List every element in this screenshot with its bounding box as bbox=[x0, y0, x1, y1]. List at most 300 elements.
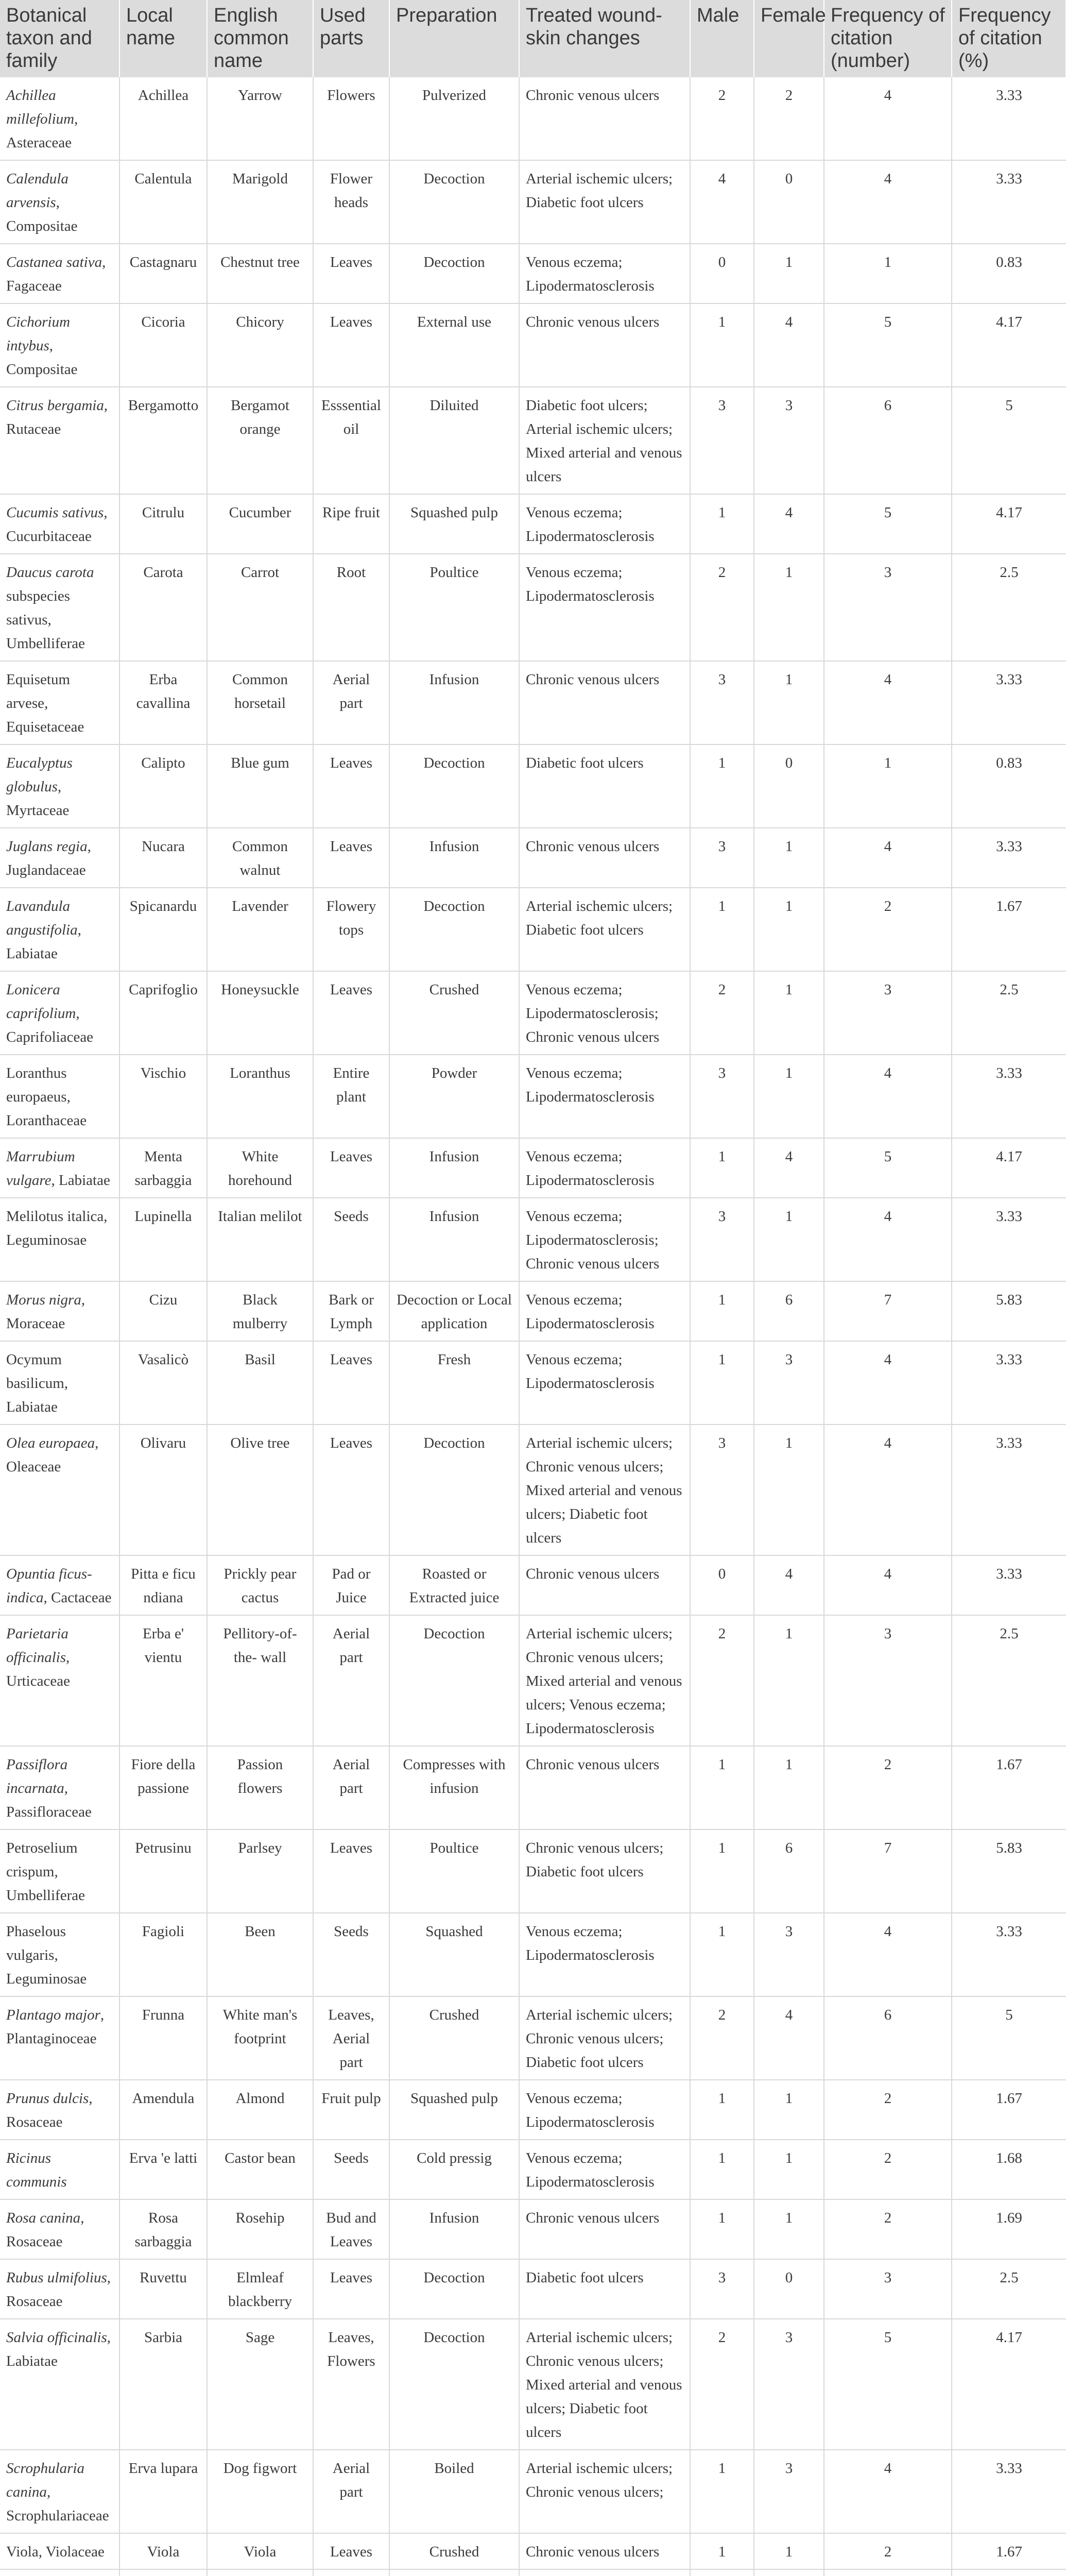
table-row bbox=[0, 744, 1066, 828]
english-name-cell: Prickly pear cactus bbox=[207, 1555, 313, 1615]
used-parts-cell: Leaves bbox=[313, 828, 389, 888]
treated-changes-cell: Chronic venous ulcers bbox=[519, 77, 690, 160]
frequency-percent-cell: 3.33 bbox=[952, 1425, 1066, 1555]
treated-changes-cell: Diabetic foot ulcers; Arterial ischemic ulcers; Mixed arterial and venous ulcers bbox=[519, 387, 690, 494]
table-row bbox=[0, 661, 1066, 744]
taxon-name: Rosa canina bbox=[6, 2210, 81, 2226]
taxon-name: Castanea sativa bbox=[6, 254, 102, 270]
frequency-number-cell: 5 bbox=[824, 494, 952, 554]
local-name-cell: Cizu bbox=[119, 1281, 207, 1341]
female-count-cell: 1 bbox=[754, 1425, 824, 1555]
frequency-number-cell: 1 bbox=[824, 244, 952, 303]
english-name-cell: Bergamot orange bbox=[207, 387, 313, 494]
used-parts-cell: Seeds bbox=[313, 2140, 389, 2199]
male-count-cell: 1 bbox=[690, 1281, 754, 1341]
male-count-cell: 3 bbox=[690, 828, 754, 888]
preparation-cell: Powder bbox=[389, 1055, 519, 1138]
local-name-cell: Citrulu bbox=[119, 494, 207, 554]
used-parts-cell: Leaves bbox=[313, 1341, 389, 1425]
col-local-name-header: Local name bbox=[119, 0, 207, 77]
treated-changes-cell: Arterial ischemic ulcers; Chronic venous ulcers; bbox=[519, 2450, 690, 2533]
treated-changes-cell: Diabetic foot ulcers bbox=[519, 2259, 690, 2319]
table-row bbox=[0, 828, 1066, 888]
col-freq-percent-header: Frequency of citation (%) bbox=[952, 0, 1066, 77]
male-count-cell: 3 bbox=[690, 2259, 754, 2319]
frequency-number-cell bbox=[824, 2569, 952, 2576]
table-row bbox=[0, 1281, 1066, 1341]
table-row bbox=[0, 2080, 1066, 2140]
english-name-cell: White horehound bbox=[207, 1138, 313, 1198]
frequency-number-cell: 2 bbox=[824, 2533, 952, 2569]
treated-changes-cell: Venous eczema; Lipodermatosclerosis bbox=[519, 1913, 690, 1996]
taxon-cell bbox=[0, 554, 119, 661]
taxon-separator: , bbox=[100, 2007, 105, 2023]
taxon-cell bbox=[0, 888, 119, 971]
local-name-cell: Olivaru bbox=[119, 1425, 207, 1555]
taxon-cell bbox=[0, 2569, 119, 2576]
female-count-cell: 4 bbox=[754, 494, 824, 554]
female-count-cell: 4 bbox=[754, 1996, 824, 2080]
local-name-cell: Calipto bbox=[119, 744, 207, 828]
female-count-cell: 1 bbox=[754, 1746, 824, 1829]
used-parts-cell: Leaves bbox=[313, 1138, 389, 1198]
table-row bbox=[0, 77, 1066, 160]
table-row bbox=[0, 1055, 1066, 1138]
family-name: Rutaceae bbox=[6, 421, 61, 437]
family-name: Rosaceae bbox=[6, 2114, 63, 2130]
family-name: Labiatae bbox=[6, 1399, 58, 1415]
female-count-cell: 0 bbox=[754, 160, 824, 244]
preparation-cell: Infusion bbox=[389, 828, 519, 888]
table-row bbox=[0, 1138, 1066, 1198]
female-count-cell: 1 bbox=[754, 971, 824, 1055]
taxon-name: Passiflora incarnata bbox=[6, 1756, 68, 1797]
frequency-percent-cell: 0.83 bbox=[952, 744, 1066, 828]
taxon-name: Marrubium vulgare bbox=[6, 1148, 75, 1189]
frequency-number-cell: 7 bbox=[824, 1281, 952, 1341]
female-count-cell: 6 bbox=[754, 1281, 824, 1341]
preparation-cell: Infusion bbox=[389, 2199, 519, 2259]
frequency-percent-cell: 1.67 bbox=[952, 2080, 1066, 2140]
taxon-separator: , bbox=[64, 1375, 68, 1392]
local-name-cell: Carota bbox=[119, 554, 207, 661]
taxon-name: Citrus bergamia bbox=[6, 397, 104, 414]
used-parts-cell: Ripe fruit bbox=[313, 494, 389, 554]
treated-changes-cell: Chronic venous ulcers bbox=[519, 2533, 690, 2569]
taxon-cell bbox=[0, 2450, 119, 2533]
english-name-cell: Elmleaf blackberry bbox=[207, 2259, 313, 2319]
english-name-cell: White man's footprint bbox=[207, 1996, 313, 2080]
frequency-percent-cell: 1.67 bbox=[952, 1746, 1066, 1829]
frequency-percent-cell: 0.83 bbox=[952, 244, 1066, 303]
english-name-cell: Blue gum bbox=[207, 744, 313, 828]
taxon-cell bbox=[0, 828, 119, 888]
male-count-cell: 3 bbox=[690, 1198, 754, 1281]
table-row bbox=[0, 888, 1066, 971]
local-name-cell: Bergamotto bbox=[119, 387, 207, 494]
english-name-cell: Passion flowers bbox=[207, 1746, 313, 1829]
preparation-cell: Decoction bbox=[389, 2259, 519, 2319]
taxon-cell bbox=[0, 2199, 119, 2259]
male-count-cell: 0 bbox=[690, 1555, 754, 1615]
local-name-cell: Frunna bbox=[119, 1996, 207, 2080]
frequency-number-cell: 2 bbox=[824, 2080, 952, 2140]
female-count-cell: 4 bbox=[754, 303, 824, 387]
family-name: Plantaginoceae bbox=[6, 2030, 97, 2047]
taxon-separator: , bbox=[66, 1649, 70, 1666]
male-count-cell: 1 bbox=[690, 1829, 754, 1913]
frequency-percent-cell: 3.33 bbox=[952, 1913, 1066, 1996]
english-name-cell: Lavender bbox=[207, 888, 313, 971]
table-row bbox=[0, 1341, 1066, 1425]
preparation-cell: Fresh bbox=[389, 1341, 519, 1425]
table-row bbox=[0, 303, 1066, 387]
local-name-cell: Pitta e ficu ndiana bbox=[119, 1555, 207, 1615]
preparation-cell: Decoction bbox=[389, 244, 519, 303]
male-count-cell: 2 bbox=[690, 554, 754, 661]
frequency-number-cell: 4 bbox=[824, 1555, 952, 1615]
family-name: Cucurbitaceae bbox=[6, 528, 92, 545]
taxon-cell bbox=[0, 1829, 119, 1913]
taxon-separator: , bbox=[46, 2484, 51, 2500]
taxon-separator: , bbox=[107, 2329, 111, 2346]
taxon-separator: , bbox=[89, 2090, 93, 2107]
treated-changes-cell: Chronic venous ulcers bbox=[519, 2199, 690, 2259]
frequency-percent-cell: 3.33 bbox=[952, 2450, 1066, 2533]
english-name-cell: Olive tree bbox=[207, 1425, 313, 1555]
male-count-cell: 1 bbox=[690, 2533, 754, 2569]
taxon-name: Melilotus italica bbox=[6, 1208, 104, 1225]
treated-changes-cell bbox=[519, 2569, 690, 2576]
frequency-number-cell: 4 bbox=[824, 1425, 952, 1555]
frequency-percent-cell: 1.68 bbox=[952, 2140, 1066, 2199]
preparation-cell: Decoction bbox=[389, 2319, 519, 2450]
family-name: Leguminosae bbox=[6, 1232, 87, 1248]
family-name: Compositae bbox=[6, 218, 78, 234]
used-parts-cell: Fruit pulp bbox=[313, 2080, 389, 2140]
taxon-cell bbox=[0, 303, 119, 387]
table-row bbox=[0, 1555, 1066, 1615]
col-used-parts-header: Used parts bbox=[313, 0, 389, 77]
preparation-cell: Squashed pulp bbox=[389, 2080, 519, 2140]
taxon-name: Rubus ulmifolius bbox=[6, 2269, 107, 2286]
female-count-cell: 1 bbox=[754, 888, 824, 971]
preparation-cell: Infusion bbox=[389, 1138, 519, 1198]
used-parts-cell: Leaves bbox=[313, 1829, 389, 1913]
male-count-cell: 1 bbox=[690, 2140, 754, 2199]
local-name-cell bbox=[119, 2569, 207, 2576]
english-name-cell: Cucumber bbox=[207, 494, 313, 554]
female-count-cell: 1 bbox=[754, 2140, 824, 2199]
frequency-number-cell: 4 bbox=[824, 1198, 952, 1281]
frequency-number-cell: 4 bbox=[824, 828, 952, 888]
used-parts-cell: Leaves bbox=[313, 2533, 389, 2569]
local-name-cell: Vischio bbox=[119, 1055, 207, 1138]
local-name-cell: Petrusinu bbox=[119, 1829, 207, 1913]
english-name-cell: Common walnut bbox=[207, 828, 313, 888]
family-name: Umbelliferae bbox=[6, 1887, 85, 1904]
taxon-separator: , bbox=[104, 504, 108, 521]
taxon-separator: , bbox=[104, 1208, 108, 1225]
local-name-cell: Sarbia bbox=[119, 2319, 207, 2450]
treated-changes-cell: Arterial ischemic ulcers; Chronic venous ulcers; Mixed arterial and venous ulcers; Diabetic foot ulcers bbox=[519, 1425, 690, 1555]
english-name-cell: Sage bbox=[207, 2319, 313, 2450]
english-name-cell: Italian melilot bbox=[207, 1198, 313, 1281]
used-parts-cell: Leaves bbox=[313, 744, 389, 828]
local-name-cell: Lupinella bbox=[119, 1198, 207, 1281]
taxon-name: Phaselous vulgaris bbox=[6, 1923, 66, 1963]
frequency-percent-cell: 5.83 bbox=[952, 1829, 1066, 1913]
taxon-name: Olea europaea bbox=[6, 1435, 95, 1451]
family-name: Rosaceae bbox=[6, 2233, 63, 2250]
frequency-number-cell: 5 bbox=[824, 303, 952, 387]
taxon-cell bbox=[0, 2259, 119, 2319]
taxon-separator: , bbox=[54, 1947, 58, 1963]
used-parts-cell: Flower heads bbox=[313, 160, 389, 244]
male-count-cell: 3 bbox=[690, 1425, 754, 1555]
taxon-separator: , bbox=[38, 2544, 46, 2560]
family-name: Equisetaceae bbox=[6, 719, 84, 735]
taxon-cell bbox=[0, 1913, 119, 1996]
treated-changes-cell: Venous eczema; Lipodermatosclerosis bbox=[519, 1281, 690, 1341]
used-parts-cell: Bud and Leaves bbox=[313, 2199, 389, 2259]
used-parts-cell: Leaves bbox=[313, 2259, 389, 2319]
female-count-cell: 1 bbox=[754, 2533, 824, 2569]
frequency-percent-cell: 2.5 bbox=[952, 2259, 1066, 2319]
preparation-cell: External use bbox=[389, 303, 519, 387]
table-row bbox=[0, 1829, 1066, 1913]
male-count-cell: 3 bbox=[690, 661, 754, 744]
preparation-cell: Poultice bbox=[389, 554, 519, 661]
female-count-cell: 2 bbox=[754, 77, 824, 160]
preparation-cell: Diluited bbox=[389, 387, 519, 494]
male-count-cell: 2 bbox=[690, 1615, 754, 1746]
family-name: Compositae bbox=[6, 361, 78, 378]
taxon-cell bbox=[0, 1055, 119, 1138]
family-name: Fagaceae bbox=[6, 278, 62, 294]
english-name-cell: Been bbox=[207, 1913, 313, 1996]
female-count-cell: 1 bbox=[754, 1055, 824, 1138]
preparation-cell: Crushed bbox=[389, 971, 519, 1055]
female-count-cell: 1 bbox=[754, 2080, 824, 2140]
used-parts-cell: Aerial part bbox=[313, 1615, 389, 1746]
taxon-name: Plantago major bbox=[6, 2007, 100, 2023]
male-count-cell: 1 bbox=[690, 494, 754, 554]
english-name-cell: Dog figwort bbox=[207, 2450, 313, 2533]
treated-changes-cell: Venous eczema; Lipodermatosclerosis bbox=[519, 494, 690, 554]
frequency-number-cell: 4 bbox=[824, 77, 952, 160]
preparation-cell: Cold pressig bbox=[389, 2140, 519, 2199]
taxon-separator: , bbox=[51, 1172, 59, 1189]
frequency-number-cell: 3 bbox=[824, 554, 952, 661]
female-count-cell bbox=[754, 2569, 824, 2576]
english-name-cell: Parlsey bbox=[207, 1829, 313, 1913]
male-count-cell: 1 bbox=[690, 1913, 754, 1996]
female-count-cell: 1 bbox=[754, 1198, 824, 1281]
local-name-cell: Vasalicò bbox=[119, 1341, 207, 1425]
female-count-cell: 1 bbox=[754, 244, 824, 303]
male-count-cell: 3 bbox=[690, 387, 754, 494]
english-name-cell: Rosehip bbox=[207, 2199, 313, 2259]
taxon-cell bbox=[0, 494, 119, 554]
male-count-cell: 4 bbox=[690, 160, 754, 244]
taxon-name: Prunus dulcis bbox=[6, 2090, 89, 2107]
english-name-cell: Yarrow bbox=[207, 77, 313, 160]
treated-changes-cell: Venous eczema; Lipodermatosclerosis; Chronic venous ulcers bbox=[519, 971, 690, 1055]
used-parts-cell: Aerial part bbox=[313, 661, 389, 744]
male-count-cell: 1 bbox=[690, 2199, 754, 2259]
table-row bbox=[0, 1996, 1066, 2080]
english-name-cell: Black mulberry bbox=[207, 1281, 313, 1341]
taxon-cell bbox=[0, 1996, 119, 2080]
used-parts-cell: Seeds bbox=[313, 1913, 389, 1996]
preparation-cell: Decoction bbox=[389, 888, 519, 971]
treated-changes-cell: Arterial ischemic ulcers; Diabetic foot ulcers bbox=[519, 888, 690, 971]
treated-changes-cell: Venous eczema; Lipodermatosclerosis bbox=[519, 554, 690, 661]
female-count-cell: 1 bbox=[754, 1615, 824, 1746]
preparation-cell bbox=[389, 2569, 519, 2576]
english-name-cell: Marigold bbox=[207, 160, 313, 244]
local-name-cell: Erba cavallina bbox=[119, 661, 207, 744]
used-parts-cell: Pad or Juice bbox=[313, 1555, 389, 1615]
taxon-name: Morus nigra bbox=[6, 1292, 81, 1308]
local-name-cell: Viola bbox=[119, 2533, 207, 2569]
female-count-cell: 1 bbox=[754, 554, 824, 661]
local-name-cell: Rosa sarbaggia bbox=[119, 2199, 207, 2259]
english-name-cell: Viola bbox=[207, 2533, 313, 2569]
treated-changes-cell: Venous eczema; Lipodermatosclerosis bbox=[519, 1138, 690, 1198]
preparation-cell: Poultice bbox=[389, 1829, 519, 1913]
english-name-cell: Loranthus bbox=[207, 1055, 313, 1138]
family-name: Violaceae bbox=[45, 2544, 105, 2560]
taxon-separator: , bbox=[49, 337, 54, 354]
frequency-percent-cell: 2.5 bbox=[952, 1615, 1066, 1746]
frequency-percent-cell: 3.33 bbox=[952, 77, 1066, 160]
preparation-cell: Decoction or Local application bbox=[389, 1281, 519, 1341]
frequency-number-cell: 5 bbox=[824, 2319, 952, 2450]
frequency-number-cell: 4 bbox=[824, 1055, 952, 1138]
preparation-cell: Decoction bbox=[389, 1425, 519, 1555]
table-row bbox=[0, 1425, 1066, 1555]
frequency-percent-cell: 4.17 bbox=[952, 303, 1066, 387]
female-count-cell: 3 bbox=[754, 387, 824, 494]
english-name-cell: Pellitory-of-the- wall bbox=[207, 1615, 313, 1746]
preparation-cell: Decoction bbox=[389, 744, 519, 828]
table-row bbox=[0, 971, 1066, 1055]
frequency-number-cell: 3 bbox=[824, 2259, 952, 2319]
frequency-percent-cell: 1.67 bbox=[952, 2533, 1066, 2569]
taxon-separator: , bbox=[77, 922, 81, 938]
preparation-cell: Decoction bbox=[389, 1615, 519, 1746]
local-name-cell: Castagnaru bbox=[119, 244, 207, 303]
preparation-cell: Crushed bbox=[389, 2533, 519, 2569]
preparation-cell: Pulverized bbox=[389, 77, 519, 160]
taxon-separator: , bbox=[74, 111, 78, 127]
taxon-cell bbox=[0, 1555, 119, 1615]
taxon-cell bbox=[0, 2533, 119, 2569]
taxon-cell bbox=[0, 1281, 119, 1341]
female-count-cell: 1 bbox=[754, 828, 824, 888]
table-row bbox=[0, 1913, 1066, 1996]
table-row bbox=[0, 387, 1066, 494]
table-row bbox=[0, 2199, 1066, 2259]
preparation-cell: Decoction bbox=[389, 160, 519, 244]
col-english-name-header: English common name bbox=[207, 0, 313, 77]
frequency-percent-cell: 5 bbox=[952, 387, 1066, 494]
taxon-name: Juglans regia bbox=[6, 838, 88, 855]
taxon-name: Cucumis sativus bbox=[6, 504, 104, 521]
frequency-percent-cell bbox=[952, 2569, 1066, 2576]
frequency-percent-cell: 4.17 bbox=[952, 494, 1066, 554]
male-count-cell: 2 bbox=[690, 1996, 754, 2080]
frequency-number-cell: 7 bbox=[824, 1829, 952, 1913]
used-parts-cell: Entire plant bbox=[313, 1055, 389, 1138]
taxon-separator: , bbox=[66, 1089, 71, 1105]
local-name-cell: Cicoria bbox=[119, 303, 207, 387]
used-parts-cell bbox=[313, 2569, 389, 2576]
used-parts-cell: Leaves, Aerial part bbox=[313, 1996, 389, 2080]
preparation-cell: Compresses with infusion bbox=[389, 1746, 519, 1829]
taxon-cell bbox=[0, 744, 119, 828]
table-row bbox=[0, 494, 1066, 554]
col-female-header: Female bbox=[754, 0, 824, 77]
taxon-cell bbox=[0, 2140, 119, 2199]
english-name-cell: Castor bean bbox=[207, 2140, 313, 2199]
used-parts-cell: Aerial part bbox=[313, 2450, 389, 2533]
english-name-cell: Carrot bbox=[207, 554, 313, 661]
used-parts-cell: Leaves bbox=[313, 1425, 389, 1555]
taxon-name: Parietaria officinalis bbox=[6, 1625, 68, 1666]
taxon-name: Scrophularia canina bbox=[6, 2460, 84, 2500]
table-row bbox=[0, 1615, 1066, 1746]
taxon-cell bbox=[0, 2080, 119, 2140]
frequency-number-cell: 6 bbox=[824, 387, 952, 494]
preparation-cell: Infusion bbox=[389, 1198, 519, 1281]
used-parts-cell: Leaves, Flowers bbox=[313, 2319, 389, 2450]
frequency-number-cell: 4 bbox=[824, 2450, 952, 2533]
taxon-name: Eucalyptus globulus bbox=[6, 755, 73, 795]
family-name: Oleaceae bbox=[6, 1459, 61, 1475]
treated-changes-cell: Arterial ischemic ulcers; Diabetic foot ulcers bbox=[519, 160, 690, 244]
taxon-separator: , bbox=[81, 1292, 85, 1308]
frequency-percent-cell: 5.83 bbox=[952, 1281, 1066, 1341]
table-row bbox=[0, 554, 1066, 661]
taxon-cell bbox=[0, 160, 119, 244]
treated-changes-cell: Chronic venous ulcers bbox=[519, 828, 690, 888]
female-count-cell: 1 bbox=[754, 661, 824, 744]
family-name: Passifloraceae bbox=[6, 1804, 92, 1820]
male-count-cell: 1 bbox=[690, 1341, 754, 1425]
local-name-cell: Erba e' vientu bbox=[119, 1615, 207, 1746]
male-count-cell: 2 bbox=[690, 971, 754, 1055]
taxon-cell bbox=[0, 1341, 119, 1425]
english-name-cell: Honeysuckle bbox=[207, 971, 313, 1055]
treated-changes-cell: Chronic venous ulcers; Diabetic foot ulcers bbox=[519, 1829, 690, 1913]
taxon-separator: , bbox=[95, 1435, 99, 1451]
taxon-name: Loranthus europaeus bbox=[6, 1065, 67, 1105]
female-count-cell: 4 bbox=[754, 1138, 824, 1198]
frequency-number-cell: 4 bbox=[824, 160, 952, 244]
frequency-percent-cell: 3.33 bbox=[952, 828, 1066, 888]
treated-changes-cell: Chronic venous ulcers bbox=[519, 303, 690, 387]
taxon-name: Daucus carota bbox=[6, 564, 94, 581]
used-parts-cell: Leaves bbox=[313, 303, 389, 387]
family-name: Loranthaceae bbox=[6, 1112, 87, 1129]
preparation-cell: Crushed bbox=[389, 1996, 519, 2080]
family-name: Labiatae bbox=[6, 2353, 58, 2369]
taxon-separator: , bbox=[107, 2269, 111, 2286]
male-count-cell: 1 bbox=[690, 1138, 754, 1198]
